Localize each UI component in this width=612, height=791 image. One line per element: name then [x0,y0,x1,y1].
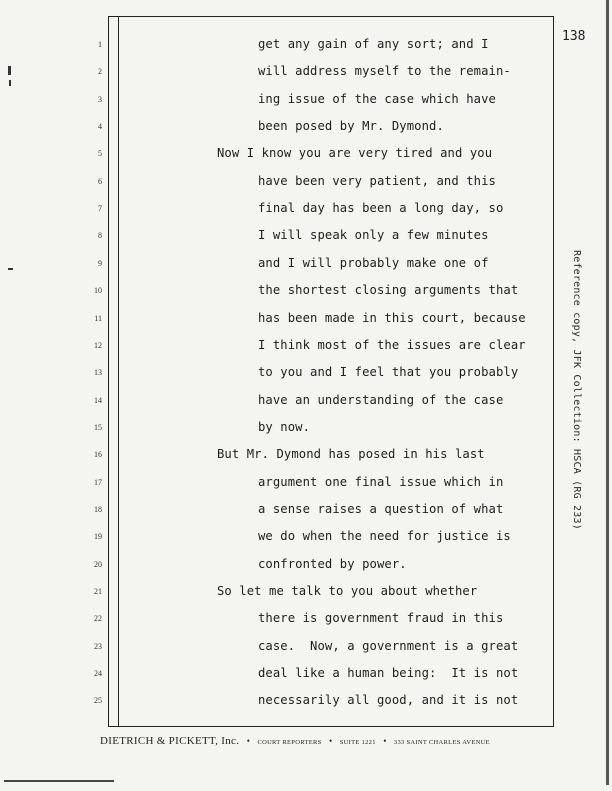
transcript-line: get any gain of any sort; and I [258,37,489,51]
transcript-line: deal like a human being: It is not [258,666,519,681]
transcript-line: will address myself to the remain- [258,64,511,79]
separator-dot: • [329,736,333,746]
line-number: 6 [98,176,102,186]
line-number: 11 [94,313,102,323]
firm-address: 333 SAINT CHARLES AVENUE [393,739,490,746]
transcript-line: been posed by Mr. Dymond. [258,119,444,134]
line-number: 2 [98,67,102,77]
line-number: 12 [94,340,102,350]
edge-shadow [606,0,609,785]
line-number: 22 [94,614,102,624]
page-footer [100,735,560,747]
separator-dot: • [246,736,250,746]
line-number: 24 [94,669,102,679]
line-number: 16 [94,450,102,460]
transcript-line: final day has been a long day, so [258,201,504,216]
transcript-line: But Mr. Dymond has posed in his last [217,447,485,462]
transcript-line: the shortest closing arguments that [258,283,519,298]
transcript-line: by now. [258,419,311,434]
transcript-line: have an understanding of the case [258,392,504,407]
line-number: 1 [98,40,102,49]
transcript-line: has been made in this court, because [258,310,526,325]
transcript-line: necessarily all good, and it is not [258,693,519,708]
scan-edge-line [4,780,114,782]
line-number: 23 [94,641,102,651]
transcript-line: we do when the need for justice is [258,529,511,544]
transcript-line: So let me talk to you about whether [217,584,478,598]
transcript-line: Now I know you are very tired and you [217,146,493,161]
transcript-line: there is government fraud in this [258,611,504,626]
transcript-line: argument one final issue which in [258,474,504,489]
collection-stamp: Reference copy, JFK Collection: HSCA (RG 233) [571,250,582,530]
firm-role: COURT REPORTERS [257,739,322,746]
binder-hole-mark [8,66,11,75]
transcript-line: to you and I feel that you probably [258,365,519,380]
line-number: 13 [94,368,102,378]
binder-hole-mark [9,80,11,86]
firm-name: DIETRICH & PICKETT, Inc. [100,735,240,747]
line-number: 21 [94,587,102,596]
binder-hole-mark [8,268,13,270]
transcript-line: I will speak only a few minutes [258,228,489,243]
line-number: 18 [94,504,102,514]
page-number: 138 [562,29,586,44]
line-number: 3 [98,94,102,104]
margin-rule [118,16,119,727]
transcript-line: I think most of the issues are clear [258,337,526,352]
separator-dot: • [383,736,387,746]
firm-suite: SUITE 1221 [339,739,376,746]
line-number: 10 [94,286,102,296]
transcript-line: confronted by power. [258,556,407,571]
line-number: 7 [98,204,102,214]
line-number: 4 [98,122,102,132]
line-number: 17 [94,477,102,487]
transcript-line: a sense raises a question of what [258,501,504,516]
line-number: 15 [94,422,102,432]
transcript-line: have been very patient, and this [258,173,496,188]
line-number: 5 [98,149,102,159]
line-number: 8 [98,231,102,241]
line-number: 25 [94,696,102,706]
line-number: 20 [94,559,102,569]
transcript-line: and I will probably make one of [258,255,489,270]
line-number: 14 [94,395,102,405]
line-number: 19 [94,532,102,542]
line-number: 9 [98,258,102,268]
transcript-line: case. Now, a government is a great [258,638,519,653]
transcript-line: ing issue of the case which have [258,91,496,106]
